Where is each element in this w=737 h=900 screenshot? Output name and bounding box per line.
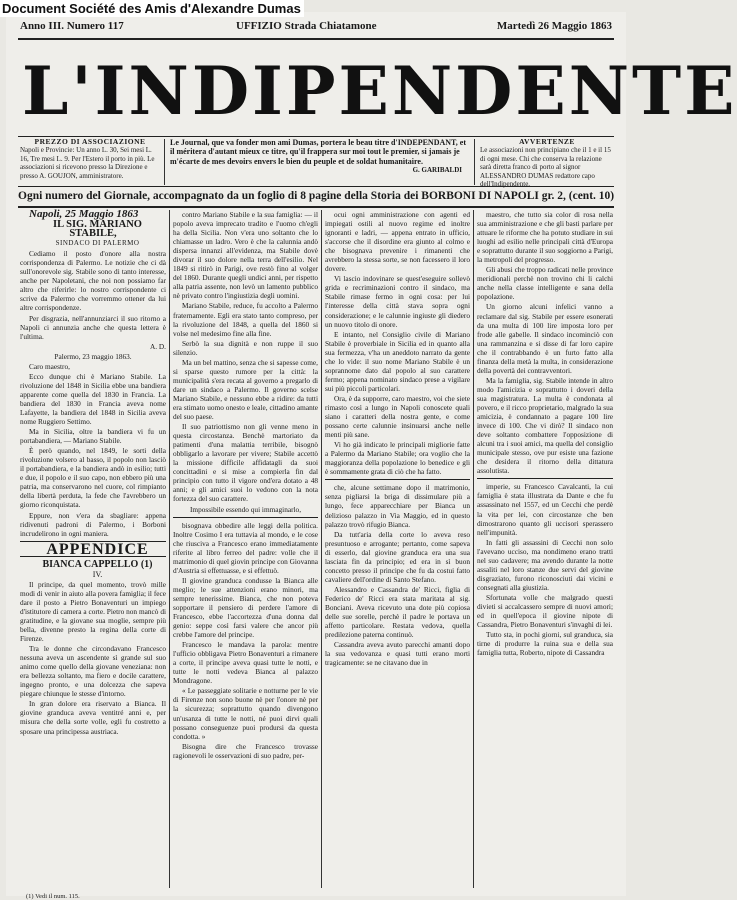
paragraph: Eppure, non v'era da sbagliare: appena ridivenuti padroni di Palermo, i Borboni incrudelirono in ogni maniera. [20, 510, 166, 538]
paragraph: Cediamo il posto d'onore alla nostra corrispondenza di Palermo. Le notizie che ci dà sull'onorevole sig. Stabile sono di tanto interesse, anche per Napoletani, che noi non possiamo far altro che riferirle: lo nostro corrispondente ci scrive da Palermo che vorremmo ottener da lui altre corrispondenze. [20, 249, 166, 313]
paragraph: Ma la famiglia, sig. Stabile intende in altro modo l'amicizia e soprattutto i doveri della sua magistratura. La multa è condonata al povero, e il ricco proprietario, malgrado la sua amicizia, è condannato a pagare 100 lire invece di 100. Che vi dirò? Il sindaco non deve soltanto combattere l'opposizione di alcuni tra i suoi amici, ma quella del consiglio municipale stesso, ove pur esiste una fazione che desidera il ritorno della dittatura assolutista. [477, 375, 613, 476]
paragraph: « Le passeggiate solitarie e notturne per le vie di Firenze non sono buone nè per l'onore nè per la sicurezza; soprattutto quando divengono un'usanza di tutte le notti, né puoi dirvi quali possano conseguenze puoi prodursi da questa condotta. » [173, 686, 318, 741]
motto-box [170, 138, 470, 188]
letter-place-date: Palermo, 23 maggio 1863. [54, 351, 132, 361]
banner-top-rule [18, 186, 614, 187]
paragraph: Alessandro e Cassandra de' Ricci, figlia di Federico de' Ricci era stata maritata al sig. Bonciani. Aveva ricevuto una dote più copiosa delle sue sorelle, perchè il padre le portava un affetto particolare. Restata vedova, quella predilezione paterna continuò. [325, 584, 470, 640]
paragraph: Impossibile essendo qui immaginarlo, [189, 504, 302, 514]
paragraph: Tutto sta, in pochi giorni, sul granduca, sia tirne di produrre la ruina sua e della sua famiglia tutta, Roberto, nipote di Cassandra [477, 630, 613, 658]
paragraph: In gran dolore era riservato a Bianca. Il giovine granduca aveva ventitré anni e, per misura che della sorte volle, egli fu costretto a sposare una principessa austriaca. [20, 699, 166, 736]
motto-signature: G. GARIBALDI [412, 166, 462, 175]
paragraph: Ma un bel mattino, senza che si sapesse come, si sparse questo rumore per la città: la municipalità s'era recata al governo a pregarlo di dare un sindaco a Palermo. Il governo scelse Mariano Stabile, e nessuno ebbe a ridire: da tutti era stimato uomo onesto e leale, cittadino amante del suo paese. [173, 357, 318, 422]
issue-number: Anno III. Numero 117 [20, 20, 124, 32]
paragraph: che, alcune settimane dopo il matrimonio, senza pigliarsi la briga di dissimulare più a lungo, fece apparecchiare per Bianca un delizioso palazzo in Via Maggio, ed in questo palazzo trovò rifugio Bianca. [325, 483, 470, 529]
paragraph: Il suo patriottismo non gli venne meno in questa circostanza. Benchè martoriato da patimenti d'una malattia terribile, bisognò obbligarlo a lavorare per vivere; Stabile accettò la missione difficile affidatagli da suoi concittadini e si mise a compierla fin dal principio con tutto il vigore ond'era dotato a 48 anni; e gli amici suoi lo vedono con la nota fortezza del suo carattere. [173, 422, 318, 504]
article-subtitle: SINDACO DI PALERMO [55, 239, 140, 248]
column-1 [20, 210, 166, 890]
newspaper-page [6, 12, 737, 900]
paragraph: Vi ho già indicato le principali migliorie fatte a Palermo da Mariano Stabile; ora voglio che la maggioranza della popolazione lo benedice e gli è sommamente grata di ciò che ha fatto. [325, 440, 470, 477]
column-divider [169, 210, 170, 888]
paragraph: Il giovine granduca condusse la Bianca alle meglio; le sue attenzioni erano minori, ma sempre tenerissime. Bianca, che non poteva sopportare il pensiero di perdere l'amore di Francesco, ebbe l'accortezza d'una donna dal genio: seppe così farsi valere che ancor più crebbe l'amore del principe. [173, 575, 318, 640]
paragraph: È però quando, nel 1849, le sorti della rivoluzione volsero al basso, il popolo non lasciò il portabandiera, e la bandiera andò in esilio; tutti e due, il popolo e il suo capo, non ebbero più una patria, ma conservarono nel cuore, col rimpianto della libertà perduta, la fede che l'avrebbero un giorno riconquistata. [20, 446, 166, 510]
paragraph: ocui ogni amministrazione con agenti ed impiegati ostili al nuovo regime ed inoltre ignoranti e ladri, — appena entrato in ufficio, s'accorse che il disordine era giunto al colmo e che bisognava prevenire i rimanenti che avrebbero la stessa sorte, se non facessero il loro dovere. [325, 210, 470, 274]
paragraph: Ecco dunque chi è Mariano Stabile. La rivoluzione del 1848 in Sicilia ebbe una bandiera apparente come quella del 1830 in Francia. La bandiera del 1830 in Francia aveva nome Lafayette, la bandiera del 1848 in Sicilia aveva nome Ruggiero Settimo. [20, 371, 166, 427]
chapter-number: IV. [92, 569, 103, 579]
paragraph: Ora, è da supporre, caro maestro, voi che siete rimasto così a lungo in Napoli conoscete quali siano i caratteri della nostra gente, e come possano certe calunnie insinuarsi anche nelle menti più sane. [325, 393, 470, 440]
paragraph: In fatti gli assassini di Cecchi non solo l'avevano ucciso, ma nondimeno erano tratti nel suo cadavere; ma avendo durante la notte assaliti nel loro stanze due servi del giovine disgraziato, furono riconosciuti dai vicini e consegnati alla giustizia. [477, 537, 613, 592]
section-rule [20, 556, 166, 557]
header-rule [18, 38, 614, 40]
paragraph: bisognava obbedire alle leggi della politica. Inoltre Cosimo I era tuttavia al mondo, e le cose che riusciva a Francesco erano immediatamente riferite al libro ferreo del padre: volle che il matrimonio di quel giovin principe con Giovanna d'Austria si effettuasse, e si effettuò. [173, 520, 318, 575]
dateline: Napoli, 25 Maggio 1863 [29, 208, 139, 220]
footnote: (1) Vedi il num. 115. [26, 893, 80, 900]
paragraph: Per disgrazia, nell'annunziarci il suo ritorno a Napoli ci annunzia anche che questa lettera è l'ultima. [20, 313, 166, 341]
section-rule [20, 541, 166, 542]
issue-date: Martedì 26 Maggio 1863 [496, 20, 612, 32]
paragraph: Cassandra aveva avuto parecchi amanti dopo la sua vedovanza e quasi tutti erano morti tragicamente: se ne citavano due in [325, 640, 470, 668]
paragraph: Gli abusi che troppo radicati nelle province meridionali perchè non trovino chi li calchi anche nella classe intelligente e sana della popolazione. [477, 265, 613, 302]
archive-watermark: Document Société des Amis d'Alexandre Dumas [0, 0, 304, 17]
motto-text: Le Journal, que va fonder mon ami Dumas, portera le beau titre d'INDEPENDANT, et il méritera d'autant mieux ce titre, qu'il frappera sur moi tout le premier, si jamais je m'écarte de mes devoirs envers le bien du peuple et de soldat humanitaire. [170, 138, 466, 166]
paragraph: maestro, che tutto sia color di rosa nella sua amministrazione e che gli basti parlare per attuare le riforme che ha potuto studiare in sui luoghi ad esilio nelle principali città d'Europa e soprattutto durante il suo soggiorno a Parigi, la metropoli del progresso. [477, 210, 613, 265]
masthead-title: L'INDIPENDENTE [22, 52, 737, 130]
subscription-box [20, 138, 160, 188]
office-address: UFFIZIO Strada Chiatamone [236, 20, 377, 32]
subscription-title: PREZZO DI ASSOCIAZIONE [34, 137, 146, 146]
paragraph: Il principe, da quel momento, trovò mille modi di venir in aiuto alla povera famiglia; il fece dare il posto a Pietro Bonaventuri un impiego d'istitutore di camera a corte. Pietro non mancò di gratitudine, e la giovane sua moglie, sempre più bella, divenne presto la regina della corte di Firenze. [20, 579, 166, 644]
paragraph: Vi lascio indovinare se quest'eseguire sollevò grida e recriminazioni contro il sindaco, ma Stabile rimase fermo in ogni cosa: per lui l'interesse della città stava sopra ogni considerazione; e le calunnie ingiuste gli diedero un nuovo titolo di onore. [325, 274, 470, 329]
serial-title: BIANCA CAPPELLO (1) [42, 558, 153, 570]
column-2 [173, 210, 318, 890]
subheader-divider [474, 139, 475, 185]
issue-banner: Ogni numero del Giornale, accompagnato da un foglio di 8 pagine della Storia dei BORBONI DI NAPOLI gr. 2, (cent. 10) [18, 190, 615, 202]
paragraph: contro Mariano Stabile e la sua famiglia: — il popolo aveva imprecato tradito e l'uomo ch'egli ha della Sicilia. Non v'era uno soltanto che lo chiamasse un ladro. Vero è che la calunnia andò dispersa innanzi all'evidenza, ma Stabile dovè divorar il suo dolore nella terra dell'esilio. Nel 1849 si ritirò in Parigi, ove restò fino al volger del 1860. Durante quegli undici anni, per rispetto alla patria assente, non levò un lamento pubblico nè privato contro l'ingiustizia degli uomini. [173, 210, 318, 301]
section-rule [477, 478, 613, 479]
paragraph: Ma in Sicilia, oltre la bandiera vi fu un portabandiera, — Mariano Stabile. [20, 427, 166, 446]
subscription-text: Napoli e Provincie: Un anno L. 30, Sei mesi L. 16, Tre mesi L. 9. Per l'Estero il porto in più. Le associazioni si ricevono presso la Direzione e presso A. GOUJON, amministratore. [20, 146, 155, 180]
column-4 [477, 210, 613, 890]
section-rule [173, 517, 318, 518]
paragraph: Mariano Stabile, reduce, fu accolto a Palermo fraternamente. Egli era stato tanto compreso, per la rivoluzione del 1848, a quella del 1860 si volse nel medesimo fine alla fine. [173, 301, 318, 338]
paragraph: Sfortunata volle che malgrado questi divieti si accalcassero sempre di nuovi amori; ed in quell'epoca il giovine nipote di Cassandra, Pietro Bonaventuri s'invaghì di lei. [477, 592, 613, 630]
paragraph: Tra le donne che circondavano Francesco nessuna aveva un ascendente sì grande sul suo animo come quello della giovane veneziana: non era bellezza soltanto, ma fiero e docile carattere, ingegno pronto, e una dolcezza che sapeva piegare chiunque le stesse d'intorno. [20, 644, 166, 699]
column-3 [325, 210, 470, 890]
paragraph: imperie, su Francesco Cavalcanti, la cui famiglia è stata illustrata da Dante e che fu assassinato nel 1557, ed un Cecchi che perdè la vita per lei, con circostanze che ben dimostrarono quanto gli uccisori sperassero nell'impunità. [477, 482, 613, 537]
issue-header [20, 20, 612, 38]
article-title: IL SIG. MARIANO STABILE, [53, 219, 142, 240]
initials-signature: A. D. [149, 341, 166, 351]
subheader-divider [164, 139, 165, 185]
paragraph: E intanto, nel Consiglio civile di Mariano Stabile è proverbiale in Sicilia ed in quanto alla sua fermezza, v'ha un aneddoto narrato da gente che lo vide: il suo nome Mariano Stabile è un soprannome dato dal popolo al suo carattere fermo; appena nominato sindaco prese a vigilare sui più piccoli particolari. [325, 329, 470, 393]
section-rule [325, 479, 470, 480]
paragraph: Serbò la sua dignità e non ruppe il suo silenzio. [173, 338, 318, 357]
paragraph: Un giorno alcuni infelici vanno a reclamare dal sig. Stabile per essere esonerati da una multa di 100 lire imposta loro per frode alle gabelle. Il sindaco incominciò con una rammanzina e si disse di far loro capire che il contrabbando è un furto fatto alla finanza della metà la multa, in considerazione della povertà dei contravventori. [477, 302, 613, 375]
paragraph: Da tutt'aria della corte lo aveva reso presuntuoso e arrogante; pertanto, come sapeva di esserlo, dal giovine granduca era una sua lasciata fin da principio; ed era in sì buon concetto presso il principe che fu da costui fatto cavaliere dell'ordine di Santo Stefano. [325, 529, 470, 584]
paragraph: Bisogna dire che Francesco trovasse ragionevoli le osservazioni di suo padre, per- [173, 741, 318, 760]
column-divider [321, 210, 322, 888]
notices-box [480, 138, 614, 188]
paragraph: Francesco le mandava la parola: mentre l'ufficio obbligava Pietro Bonaventuri a rimanere a corte, il principe aveva quasi tutte le notti, e tutte le notti vedeva Bianca al palazzo Mondragone. [173, 640, 318, 686]
appendice-heading: APPENDICE [46, 540, 149, 558]
notices-text: Le associazioni non principiano che il 1 e il 15 di ogni mese. Chi che conserva la relazione sarà diretta franco di porto al signor ALESSANDRO DUMAS redattore capo dell'Indipendente. [480, 146, 611, 189]
column-divider [473, 210, 474, 888]
notices-title: AVVERTENZE [519, 137, 575, 146]
letter-salutation: Caro maestro, [29, 361, 70, 371]
